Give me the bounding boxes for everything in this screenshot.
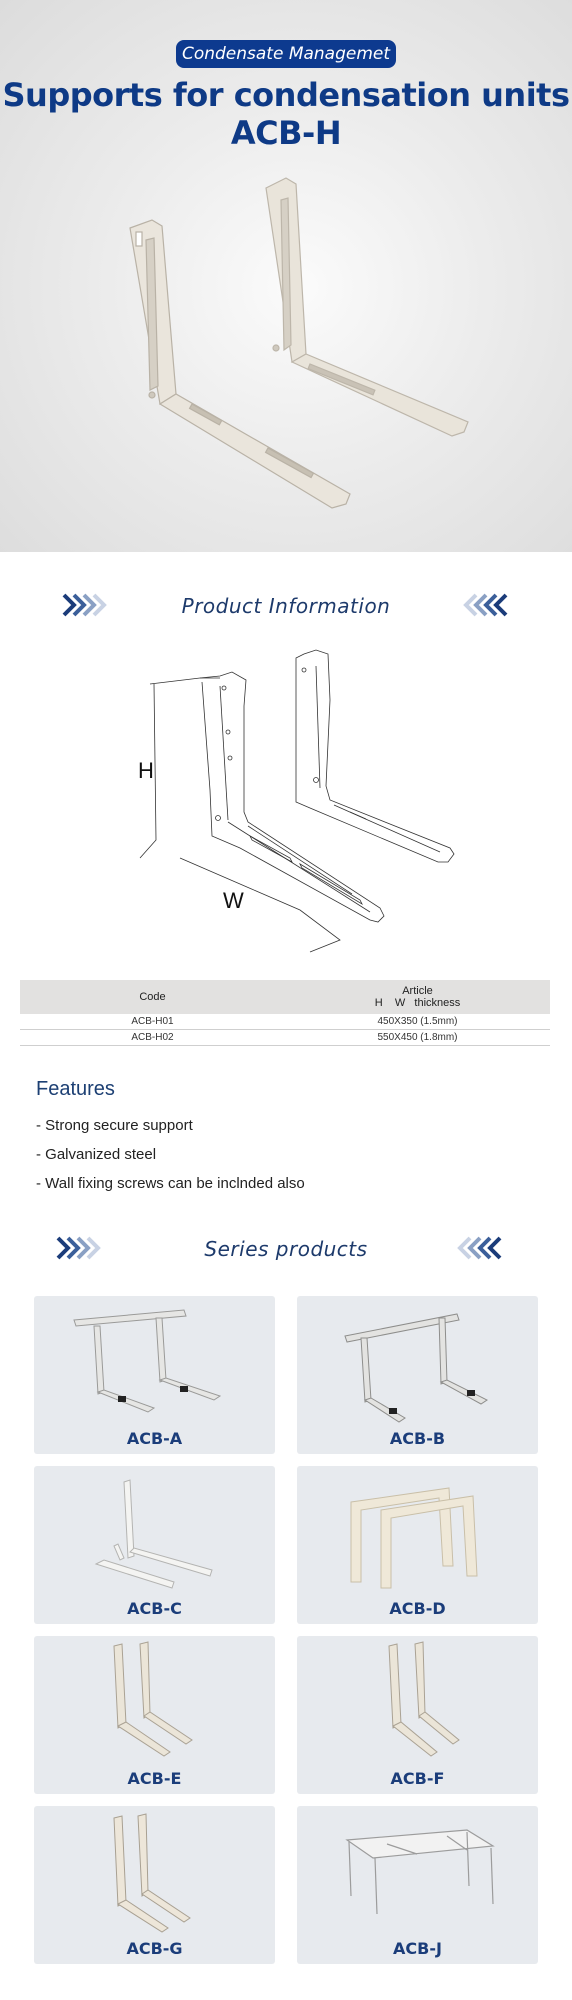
- features-section: [36, 1078, 305, 1204]
- product-name: ACB-G: [126, 1939, 183, 1958]
- table-header-row: [20, 980, 550, 1014]
- product-card-acb-g[interactable]: [34, 1806, 275, 1964]
- cell-code: ACB-H02: [20, 1030, 285, 1046]
- product-image-acb-d: [297, 1466, 538, 1596]
- product-card-acb-b[interactable]: [297, 1296, 538, 1454]
- table-row: [20, 1030, 550, 1046]
- product-info-header: [0, 589, 572, 623]
- product-info-title: Product Information: [181, 594, 391, 618]
- product-image-acb-f: [297, 1636, 538, 1766]
- product-card-acb-a[interactable]: [34, 1296, 275, 1454]
- product-image-acb-j: [297, 1806, 538, 1936]
- chevrons-left-icon: [460, 593, 508, 617]
- cell-code: ACB-H01: [20, 1014, 285, 1030]
- feature-item: - Galvanized steel: [36, 1146, 157, 1163]
- product-card-acb-e[interactable]: [34, 1636, 275, 1794]
- product-name: ACB-E: [127, 1769, 182, 1788]
- feature-item: - Strong secure support: [36, 1117, 193, 1134]
- spec-table: [20, 980, 550, 1046]
- product-card-acb-c[interactable]: [34, 1466, 275, 1624]
- product-name: ACB-D: [389, 1599, 446, 1618]
- product-image-acb-b: [297, 1296, 538, 1426]
- cell-article: 550X450 (1.8mm): [285, 1030, 550, 1046]
- bracket-pair-image: [0, 140, 572, 552]
- chevrons-left-icon: [454, 1236, 502, 1260]
- product-card-acb-j[interactable]: [297, 1806, 538, 1964]
- product-image-acb-e: [34, 1636, 275, 1766]
- product-card-acb-d[interactable]: [297, 1466, 538, 1624]
- product-name: ACB-F: [390, 1769, 445, 1788]
- category-badge: Condensate Managemet: [176, 40, 396, 68]
- product-image-acb-c: [34, 1466, 275, 1596]
- product-name: ACB-B: [389, 1429, 446, 1448]
- page-title-line2: ACB-H: [230, 114, 342, 152]
- product-card-acb-f[interactable]: [297, 1636, 538, 1794]
- column-header-article: [285, 980, 550, 1014]
- features-title: Features: [36, 1078, 115, 1100]
- product-name: ACB-A: [126, 1429, 183, 1448]
- cell-article: 450X350 (1.5mm): [285, 1014, 550, 1030]
- column-header-code: Code: [20, 980, 285, 1014]
- dimension-diagram: [120, 640, 470, 960]
- series-title: Series products: [204, 1237, 368, 1261]
- page-title-line1: Supports for condensation units: [2, 76, 570, 114]
- height-dimension-label: H: [138, 758, 154, 783]
- hero-banner: [0, 0, 572, 552]
- product-image-acb-g: [34, 1806, 275, 1936]
- product-name: ACB-J: [393, 1939, 442, 1958]
- article-sublabel: H W thickness: [374, 997, 461, 1009]
- back-bracket: [266, 178, 468, 436]
- product-name: ACB-C: [127, 1599, 182, 1618]
- product-image-acb-a: [34, 1296, 275, 1426]
- table-row: [20, 1014, 550, 1030]
- article-label: Article: [402, 985, 433, 997]
- series-header: [0, 1232, 572, 1266]
- feature-item: - Wall fixing screws can be inclnded also: [36, 1175, 305, 1192]
- width-dimension-label: W: [223, 888, 244, 913]
